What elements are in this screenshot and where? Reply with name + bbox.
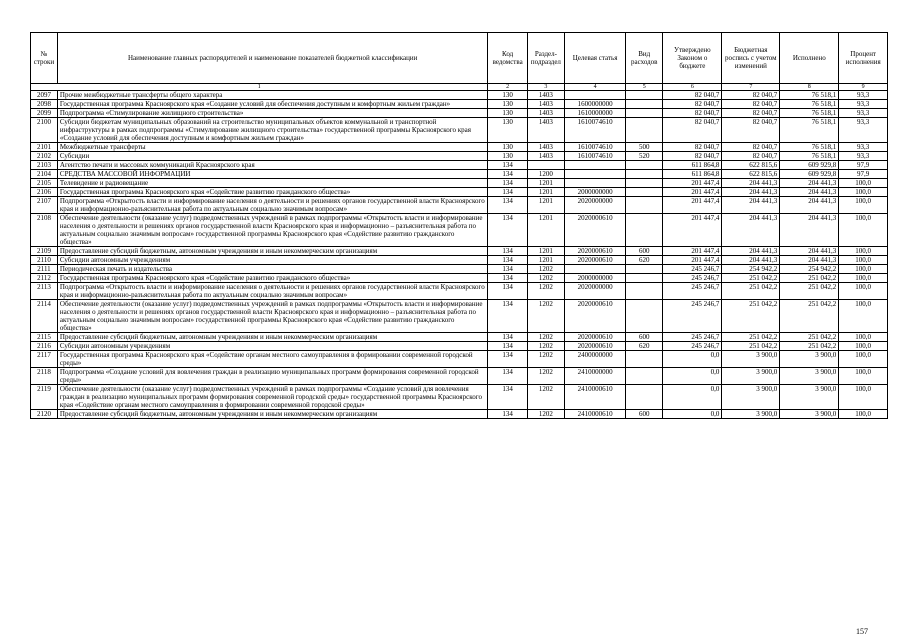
table-row bbox=[31, 351, 888, 368]
row-section: 1201 bbox=[527, 256, 564, 265]
row-budget-list: 204 441,3 bbox=[722, 188, 780, 197]
row-number: 2105 bbox=[31, 179, 58, 188]
row-dept-code: 130 bbox=[488, 109, 527, 118]
row-dept-code: 134 bbox=[488, 197, 527, 214]
row-exp-type bbox=[626, 109, 663, 118]
row-number: 2116 bbox=[31, 342, 58, 351]
table-row bbox=[31, 283, 888, 300]
row-name: Подпрограмма «Открытость власти и информирование населения о деятельности и решениях органов государственной власти Красноярского края и информационно-разъяснительная работа по актуальным социально значимым вопросам» bbox=[57, 197, 488, 214]
row-budget-list: 82 040,7 bbox=[722, 109, 780, 118]
row-executed: 3 900,0 bbox=[780, 368, 839, 385]
row-name: Субсидии автономным учреждениям bbox=[57, 256, 488, 265]
page-number: 157 bbox=[856, 627, 868, 636]
table-row bbox=[31, 109, 888, 118]
table-row bbox=[31, 368, 888, 385]
table-row bbox=[31, 385, 888, 410]
row-percent: 93,3 bbox=[839, 91, 888, 100]
row-section: 1403 bbox=[527, 152, 564, 161]
row-number: 2098 bbox=[31, 100, 58, 109]
row-executed: 76 518,1 bbox=[780, 100, 839, 109]
row-executed: 609 929,8 bbox=[780, 161, 839, 170]
row-number: 2109 bbox=[31, 247, 58, 256]
row-budget-list: 622 815,6 bbox=[722, 170, 780, 179]
row-budget-list: 204 441,3 bbox=[722, 179, 780, 188]
row-exp-type: 620 bbox=[626, 256, 663, 265]
row-name: СРЕДСТВА МАССОВОЙ ИНФОРМАЦИИ bbox=[57, 170, 488, 179]
row-name: Субсидии автономным учреждениям bbox=[57, 342, 488, 351]
header-row-no: № строки bbox=[31, 33, 58, 84]
row-target: 1610000000 bbox=[565, 109, 626, 118]
row-section: 1200 bbox=[527, 170, 564, 179]
row-percent: 100,0 bbox=[839, 265, 888, 274]
row-budget-list: 251 042,2 bbox=[722, 333, 780, 342]
row-number: 2110 bbox=[31, 256, 58, 265]
row-approved: 0,0 bbox=[663, 368, 722, 385]
row-target: 2020000610 bbox=[565, 342, 626, 351]
row-percent: 100,0 bbox=[839, 274, 888, 283]
row-target: 2020000610 bbox=[565, 333, 626, 342]
row-budget-list: 251 042,2 bbox=[722, 274, 780, 283]
row-number: 2119 bbox=[31, 385, 58, 410]
row-percent: 93,3 bbox=[839, 143, 888, 152]
row-section: 1403 bbox=[527, 100, 564, 109]
row-percent: 100,0 bbox=[839, 300, 888, 333]
row-exp-type bbox=[626, 179, 663, 188]
row-name: Субсидии бюджетам муниципальных образований на строительство муниципальных объектов коммунальной и транспортной инфраструктуры в рамках подпрограммы «Стимулирование жилищного строительства» государственной программы Красноярского края «Создание условий для обеспечения доступным и комфортным жильем граждан» bbox=[57, 118, 488, 143]
row-dept-code: 134 bbox=[488, 283, 527, 300]
row-approved: 0,0 bbox=[663, 410, 722, 419]
row-name: Государственная программа Красноярского края «Содействие развитию гражданского общества» bbox=[57, 274, 488, 283]
row-budget-list: 204 441,3 bbox=[722, 256, 780, 265]
row-approved: 82 040,7 bbox=[663, 118, 722, 143]
row-target: 2400000000 bbox=[565, 351, 626, 368]
row-dept-code: 130 bbox=[488, 100, 527, 109]
row-exp-type: 600 bbox=[626, 333, 663, 342]
table-row bbox=[31, 143, 888, 152]
row-dept-code: 134 bbox=[488, 256, 527, 265]
header-executed: Исполнено bbox=[780, 33, 839, 84]
row-budget-list: 3 900,0 bbox=[722, 351, 780, 368]
row-dept-code: 134 bbox=[488, 188, 527, 197]
row-section: 1202 bbox=[527, 342, 564, 351]
row-approved: 0,0 bbox=[663, 351, 722, 368]
row-section: 1201 bbox=[527, 188, 564, 197]
row-approved: 611 864,8 bbox=[663, 170, 722, 179]
row-executed: 254 942,2 bbox=[780, 265, 839, 274]
table-row bbox=[31, 197, 888, 214]
row-number: 2117 bbox=[31, 351, 58, 368]
row-target: 2020000610 bbox=[565, 300, 626, 333]
row-approved: 245 246,7 bbox=[663, 300, 722, 333]
row-name: Предоставление субсидий бюджетным, автономным учреждениям и иным некоммерческим организациям bbox=[57, 247, 488, 256]
column-number: 6 bbox=[663, 84, 722, 91]
row-budget-list: 3 900,0 bbox=[722, 385, 780, 410]
table-row bbox=[31, 410, 888, 419]
row-name: Обеспечение деятельности (оказание услуг) подведомственных учреждений в рамках подпрограммы «Открытость власти и информирование населения о деятельности и решениях органов государственной власти Красноярского края и информационно – разъяснительная работа по актуальным социально значимым вопросам» государственной программы Красноярского края «Содействие развитию гражданского общества» bbox=[57, 300, 488, 333]
row-percent: 100,0 bbox=[839, 256, 888, 265]
row-executed: 204 441,3 bbox=[780, 188, 839, 197]
row-target bbox=[565, 170, 626, 179]
row-exp-type bbox=[626, 265, 663, 274]
row-name: Обеспечение деятельности (оказание услуг) подведомственных учреждений в рамках подпрограммы «Создание условий для вовлечения граждан в реализацию муниципальных программ формирования современной городской среды» государственной программы Красноярского края «Содействие органам местного самоуправления в формировании современной городской среды» bbox=[57, 385, 488, 410]
row-budget-list: 82 040,7 bbox=[722, 143, 780, 152]
row-budget-list: 622 815,6 bbox=[722, 161, 780, 170]
row-exp-type: 620 bbox=[626, 342, 663, 351]
header-section: Раздел-подраздел bbox=[527, 33, 564, 84]
table-row bbox=[31, 170, 888, 179]
row-exp-type bbox=[626, 214, 663, 247]
row-name: Государственная программа Красноярского края «Содействие развитию гражданского общества» bbox=[57, 188, 488, 197]
row-approved: 201 447,4 bbox=[663, 197, 722, 214]
row-name: Государственная программа Красноярского края «Содействие органам местного самоуправления в формировании современной городской среды» bbox=[57, 351, 488, 368]
row-exp-type bbox=[626, 300, 663, 333]
row-target: 1610074610 bbox=[565, 152, 626, 161]
column-number: 3 bbox=[527, 84, 564, 91]
row-budget-list: 82 040,7 bbox=[722, 152, 780, 161]
row-name: Субсидии bbox=[57, 152, 488, 161]
column-number: 4 bbox=[565, 84, 626, 91]
row-percent: 100,0 bbox=[839, 342, 888, 351]
row-target: 2020000610 bbox=[565, 256, 626, 265]
row-target bbox=[565, 91, 626, 100]
row-dept-code: 134 bbox=[488, 410, 527, 419]
row-exp-type bbox=[626, 118, 663, 143]
row-executed: 251 042,2 bbox=[780, 274, 839, 283]
row-target: 2000000000 bbox=[565, 188, 626, 197]
row-approved: 611 864,8 bbox=[663, 161, 722, 170]
row-target bbox=[565, 179, 626, 188]
table-header-row bbox=[31, 33, 888, 84]
row-name: Периодическая печать и издательства bbox=[57, 265, 488, 274]
row-executed: 204 441,3 bbox=[780, 197, 839, 214]
table-row bbox=[31, 214, 888, 247]
row-dept-code: 130 bbox=[488, 91, 527, 100]
row-budget-list: 204 441,3 bbox=[722, 247, 780, 256]
row-executed: 204 441,3 bbox=[780, 256, 839, 265]
row-name: Предоставление субсидий бюджетным, автономным учреждениям и иным некоммерческим организациям bbox=[57, 333, 488, 342]
row-dept-code: 134 bbox=[488, 385, 527, 410]
row-name: Телевидение и радиовещание bbox=[57, 179, 488, 188]
row-budget-list: 251 042,2 bbox=[722, 283, 780, 300]
row-section: 1202 bbox=[527, 351, 564, 368]
header-approved: Утверждено Законом о бюджете bbox=[663, 33, 722, 84]
row-section bbox=[527, 161, 564, 170]
row-approved: 245 246,7 bbox=[663, 333, 722, 342]
row-exp-type bbox=[626, 188, 663, 197]
row-target: 1610074610 bbox=[565, 118, 626, 143]
column-number: 5 bbox=[626, 84, 663, 91]
row-number: 2118 bbox=[31, 368, 58, 385]
row-number: 2120 bbox=[31, 410, 58, 419]
row-percent: 100,0 bbox=[839, 197, 888, 214]
row-target: 1600000000 bbox=[565, 100, 626, 109]
row-exp-type bbox=[626, 170, 663, 179]
table-row bbox=[31, 188, 888, 197]
row-exp-type bbox=[626, 283, 663, 300]
row-percent: 93,3 bbox=[839, 152, 888, 161]
row-executed: 3 900,0 bbox=[780, 385, 839, 410]
row-name: Подпрограмма «Открытость власти и информирование населения о деятельности и решениях органов государственной власти Красноярского края и информационно-разъяснительная работа по актуальным социально значимым вопросам» bbox=[57, 283, 488, 300]
row-executed: 204 441,3 bbox=[780, 179, 839, 188]
row-percent: 100,0 bbox=[839, 333, 888, 342]
row-dept-code: 134 bbox=[488, 274, 527, 283]
row-exp-type bbox=[626, 274, 663, 283]
row-percent: 100,0 bbox=[839, 247, 888, 256]
row-name: Межбюджетные трансферты bbox=[57, 143, 488, 152]
row-executed: 76 518,1 bbox=[780, 143, 839, 152]
row-number: 2097 bbox=[31, 91, 58, 100]
row-number: 2104 bbox=[31, 170, 58, 179]
table-row bbox=[31, 179, 888, 188]
row-exp-type bbox=[626, 161, 663, 170]
row-executed: 251 042,2 bbox=[780, 333, 839, 342]
row-name: Подпрограмма «Стимулирование жилищного строительства» bbox=[57, 109, 488, 118]
row-target: 2020000000 bbox=[565, 197, 626, 214]
row-executed: 204 441,3 bbox=[780, 214, 839, 247]
row-name: Обеспечение деятельности (оказание услуг) подведомственных учреждений в рамках подпрограммы «Открытость власти и информирование населения о деятельности и решениях органов государственной власти Красноярского края и информационно – разъяснительная работа по актуальным социально значимым вопросам» государственной программы Красноярского края «Содействие развитию гражданского общества» bbox=[57, 214, 488, 247]
column-number: 7 bbox=[722, 84, 780, 91]
column-number: 9 bbox=[839, 84, 888, 91]
header-name: Наименование главных распорядителей и наименование показателей бюджетной классификации bbox=[57, 33, 488, 84]
row-target bbox=[565, 161, 626, 170]
row-budget-list: 251 042,2 bbox=[722, 300, 780, 333]
row-dept-code: 134 bbox=[488, 333, 527, 342]
row-name: Предоставление субсидий бюджетным, автономным учреждениям и иным некоммерческим организациям bbox=[57, 410, 488, 419]
row-exp-type bbox=[626, 91, 663, 100]
row-percent: 93,3 bbox=[839, 118, 888, 143]
row-dept-code: 130 bbox=[488, 118, 527, 143]
row-percent: 97,9 bbox=[839, 170, 888, 179]
row-target: 2020000000 bbox=[565, 283, 626, 300]
row-section: 1403 bbox=[527, 143, 564, 152]
row-dept-code: 134 bbox=[488, 265, 527, 274]
row-exp-type bbox=[626, 351, 663, 368]
budget-execution-table bbox=[30, 32, 888, 419]
row-name: Прочие межбюджетные трансферты общего характера bbox=[57, 91, 488, 100]
row-executed: 609 929,8 bbox=[780, 170, 839, 179]
row-approved: 201 447,4 bbox=[663, 256, 722, 265]
row-section: 1202 bbox=[527, 283, 564, 300]
row-exp-type bbox=[626, 197, 663, 214]
row-dept-code: 134 bbox=[488, 351, 527, 368]
row-number: 2111 bbox=[31, 265, 58, 274]
table-row bbox=[31, 118, 888, 143]
row-section: 1202 bbox=[527, 274, 564, 283]
row-budget-list: 204 441,3 bbox=[722, 197, 780, 214]
table-row bbox=[31, 274, 888, 283]
row-number: 2106 bbox=[31, 188, 58, 197]
row-dept-code: 134 bbox=[488, 342, 527, 351]
row-percent: 100,0 bbox=[839, 351, 888, 368]
row-number: 2108 bbox=[31, 214, 58, 247]
row-exp-type bbox=[626, 368, 663, 385]
row-number: 2099 bbox=[31, 109, 58, 118]
row-section: 1403 bbox=[527, 109, 564, 118]
row-executed: 251 042,2 bbox=[780, 300, 839, 333]
row-number: 2114 bbox=[31, 300, 58, 333]
row-dept-code: 134 bbox=[488, 368, 527, 385]
row-section: 1201 bbox=[527, 214, 564, 247]
row-percent: 100,0 bbox=[839, 385, 888, 410]
row-section: 1403 bbox=[527, 91, 564, 100]
row-target: 2020000610 bbox=[565, 247, 626, 256]
row-executed: 76 518,1 bbox=[780, 91, 839, 100]
row-dept-code: 134 bbox=[488, 300, 527, 333]
header-percent: Процент исполнения bbox=[839, 33, 888, 84]
row-name: Государственная программа Красноярского края «Создание условий для обеспечения доступным и комфортным жильем граждан» bbox=[57, 100, 488, 109]
row-approved: 82 040,7 bbox=[663, 100, 722, 109]
table-row bbox=[31, 256, 888, 265]
table-row bbox=[31, 342, 888, 351]
row-section: 1201 bbox=[527, 179, 564, 188]
row-dept-code: 134 bbox=[488, 247, 527, 256]
row-number: 2112 bbox=[31, 274, 58, 283]
row-budget-list: 82 040,7 bbox=[722, 100, 780, 109]
table-row bbox=[31, 247, 888, 256]
row-approved: 245 246,7 bbox=[663, 283, 722, 300]
row-dept-code: 130 bbox=[488, 152, 527, 161]
table-row bbox=[31, 161, 888, 170]
row-approved: 82 040,7 bbox=[663, 109, 722, 118]
row-percent: 100,0 bbox=[839, 188, 888, 197]
row-name: Подпрограмма «Создание условий для вовлечения граждан в реализацию муниципальных программ формирования современной городской среды» bbox=[57, 368, 488, 385]
row-percent: 93,3 bbox=[839, 109, 888, 118]
row-approved: 201 447,4 bbox=[663, 188, 722, 197]
header-target: Целевая статья bbox=[565, 33, 626, 84]
table-row bbox=[31, 152, 888, 161]
row-target: 2000000000 bbox=[565, 274, 626, 283]
row-section: 1202 bbox=[527, 410, 564, 419]
row-exp-type bbox=[626, 385, 663, 410]
row-approved: 82 040,7 bbox=[663, 91, 722, 100]
row-number: 2102 bbox=[31, 152, 58, 161]
row-number: 2107 bbox=[31, 197, 58, 214]
row-executed: 251 042,2 bbox=[780, 342, 839, 351]
row-executed: 76 518,1 bbox=[780, 118, 839, 143]
row-number: 2103 bbox=[31, 161, 58, 170]
row-budget-list: 3 900,0 bbox=[722, 410, 780, 419]
row-section: 1201 bbox=[527, 247, 564, 256]
row-approved: 201 447,4 bbox=[663, 179, 722, 188]
row-dept-code: 134 bbox=[488, 179, 527, 188]
row-exp-type bbox=[626, 100, 663, 109]
table-row bbox=[31, 100, 888, 109]
row-executed: 76 518,1 bbox=[780, 109, 839, 118]
row-percent: 100,0 bbox=[839, 214, 888, 247]
row-exp-type: 600 bbox=[626, 410, 663, 419]
row-number: 2113 bbox=[31, 283, 58, 300]
row-approved: 82 040,7 bbox=[663, 143, 722, 152]
row-dept-code: 130 bbox=[488, 143, 527, 152]
row-exp-type: 500 bbox=[626, 143, 663, 152]
column-number: 1 bbox=[31, 84, 488, 91]
row-section: 1202 bbox=[527, 385, 564, 410]
table-row bbox=[31, 333, 888, 342]
row-number: 2100 bbox=[31, 118, 58, 143]
row-executed: 204 441,3 bbox=[780, 247, 839, 256]
row-approved: 201 447,4 bbox=[663, 247, 722, 256]
row-target bbox=[565, 265, 626, 274]
row-number: 2115 bbox=[31, 333, 58, 342]
row-exp-type: 600 bbox=[626, 247, 663, 256]
row-percent: 100,0 bbox=[839, 410, 888, 419]
table-row bbox=[31, 265, 888, 274]
row-approved: 245 246,7 bbox=[663, 342, 722, 351]
row-target: 2410000000 bbox=[565, 368, 626, 385]
row-approved: 245 246,7 bbox=[663, 265, 722, 274]
row-section: 1202 bbox=[527, 300, 564, 333]
row-section: 1202 bbox=[527, 368, 564, 385]
row-budget-list: 82 040,7 bbox=[722, 91, 780, 100]
row-budget-list: 254 942,2 bbox=[722, 265, 780, 274]
table-row bbox=[31, 300, 888, 333]
row-executed: 76 518,1 bbox=[780, 152, 839, 161]
row-budget-list: 251 042,2 bbox=[722, 342, 780, 351]
header-budget-list: Бюджетная роспись с учетом изменений bbox=[722, 33, 780, 84]
row-target: 2020000610 bbox=[565, 214, 626, 247]
column-number: 8 bbox=[780, 84, 839, 91]
row-percent: 100,0 bbox=[839, 368, 888, 385]
row-dept-code: 134 bbox=[488, 170, 527, 179]
row-budget-list: 3 900,0 bbox=[722, 368, 780, 385]
row-percent: 97,9 bbox=[839, 161, 888, 170]
row-executed: 3 900,0 bbox=[780, 410, 839, 419]
row-dept-code: 134 bbox=[488, 214, 527, 247]
row-target: 2410000610 bbox=[565, 410, 626, 419]
row-approved: 245 246,7 bbox=[663, 274, 722, 283]
row-executed: 3 900,0 bbox=[780, 351, 839, 368]
row-number: 2101 bbox=[31, 143, 58, 152]
row-name: Агентство печати и массовых коммуникаций Красноярского края bbox=[57, 161, 488, 170]
row-budget-list: 82 040,7 bbox=[722, 118, 780, 143]
header-dept-code: Код ведомства bbox=[488, 33, 527, 84]
row-percent: 100,0 bbox=[839, 179, 888, 188]
row-approved: 82 040,7 bbox=[663, 152, 722, 161]
row-executed: 251 042,2 bbox=[780, 283, 839, 300]
row-target: 2410000610 bbox=[565, 385, 626, 410]
column-number: 2 bbox=[488, 84, 527, 91]
row-approved: 201 447,4 bbox=[663, 214, 722, 247]
row-percent: 93,3 bbox=[839, 100, 888, 109]
row-approved: 0,0 bbox=[663, 385, 722, 410]
row-section: 1201 bbox=[527, 197, 564, 214]
row-section: 1403 bbox=[527, 118, 564, 143]
row-section: 1202 bbox=[527, 333, 564, 342]
row-section: 1202 bbox=[527, 265, 564, 274]
column-number-row bbox=[31, 84, 888, 91]
row-target: 1610074610 bbox=[565, 143, 626, 152]
row-exp-type: 520 bbox=[626, 152, 663, 161]
row-budget-list: 204 441,3 bbox=[722, 214, 780, 247]
table-row bbox=[31, 91, 888, 100]
row-dept-code: 134 bbox=[488, 161, 527, 170]
header-exp-type: Вид расходов bbox=[626, 33, 663, 84]
row-percent: 100,0 bbox=[839, 283, 888, 300]
